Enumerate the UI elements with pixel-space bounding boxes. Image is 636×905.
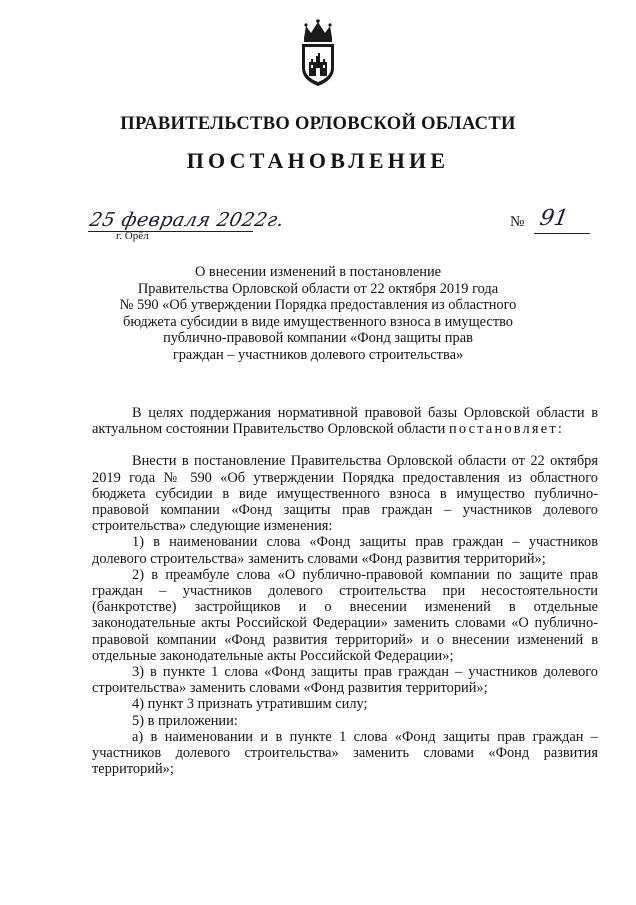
resolves-word: постановляет: [448, 421, 565, 438]
number-field [510, 206, 590, 236]
body-paragraph: 5) в приложении: [132, 712, 238, 729]
number-underline [534, 233, 590, 234]
body-paragraph: 4) пункт 3 признать утратившим силу; [132, 696, 368, 713]
body-paragraph: Внести в постановление Правительства Орловской области от 22 октября 2019 года № 590 «Об утверждении Порядка предоставления из областного бюджета субсидии в виде имущественного взноса в имущество публично-правовой компании «Фонд защиты прав граждан – участников долевого строительства» следующие изменения: [92, 453, 598, 535]
document-body [92, 405, 598, 777]
number-sign: № [510, 214, 525, 230]
preamble-paragraph [92, 405, 598, 437]
city-label: г. Орёл [116, 230, 149, 242]
subject-line: О внесении изменений в постановление [194, 264, 442, 280]
subject-line: № 590 «Об утверждении Порядка предоставления из областного [119, 297, 517, 314]
body-paragraph: 3) в пункте 1 слова «Фонд защиты прав граждан – участников долевого строительства» заменить словами «Фонд развития территорий»; [92, 664, 598, 697]
document-subject [80, 264, 556, 364]
preamble-text: В целях поддержания нормативной правовой базы Орловской области в актуальном состоянии Правительство Орловской области [92, 405, 598, 438]
coat-of-arms-icon [296, 18, 340, 88]
subject-line: бюджета субсидии в виде имущественного взноса в имущество [123, 313, 513, 330]
subject-line: граждан – участников долевого строительства» [172, 346, 464, 363]
body-paragraph: 1) в наименовании слова «Фонд защиты прав граждан – участников долевого строительства» заменить словами «Фонд развития территорий»; [92, 534, 598, 567]
handwritten-number: 91 [537, 206, 571, 231]
subject-line: публично-правовой компании «Фонд защиты прав [163, 330, 473, 347]
document-type-title: ПОСТАНОВЛЕНИЕ [186, 148, 450, 173]
date-underline [88, 231, 253, 232]
subject-line: Правительства Орловской области от 22 октября 2019 года [137, 280, 499, 297]
body-paragraph: а) в наименовании и в пункте 1 слова «Фонд защиты прав граждан – участников долевого строительства» заменить словами «Фонд развития территорий»; [92, 728, 598, 778]
handwritten-date: 25 февраля 2022г. [87, 209, 287, 231]
body-paragraph: 2) в преамбуле слова «О публично-правовой компании по защите прав граждан – участников долевого строительства при несостоятельности (банкротстве) застройщиков и о внесении изменений в отдельные законодательные акты Российской Федерации» заменить словами «О публично-правовой компании «Фонд развития территорий» и о внесении изменений в отдельные законодательные акты Российской Федерации»; [92, 566, 598, 664]
government-title: ПРАВИТЕЛЬСТВО ОРЛОВСКОЙ ОБЛАСТИ [120, 114, 516, 134]
